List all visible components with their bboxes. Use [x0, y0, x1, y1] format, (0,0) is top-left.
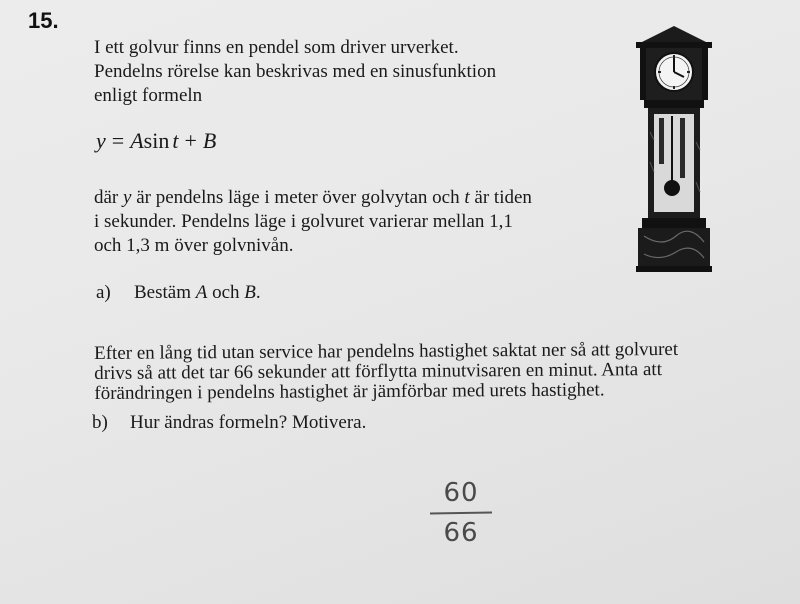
- formula-equals: =: [111, 128, 125, 153]
- continuation-line: förändringen i pendelns hastighet är jämförbar med urets hastighet.: [94, 379, 605, 404]
- part-b-question: [92, 412, 366, 434]
- explanation-line: [94, 186, 532, 210]
- formula-t: t: [172, 128, 179, 153]
- explanation-text: är pendelns läge i meter över golvytan och: [131, 187, 465, 208]
- problem-number: 15.: [28, 8, 59, 33]
- intro-line: I ett golvur finns en pendel som driver urverket.: [94, 37, 459, 58]
- explanation-line: och 1,3 m över golvnivån.: [94, 235, 294, 256]
- part-a-label: a): [96, 282, 111, 303]
- formula-a: A: [130, 128, 144, 153]
- variable-b: B: [244, 282, 256, 303]
- continuation-line: Efter en lång tid utan service har pendelns hastighet saktat ner så att golvuret: [93, 338, 679, 364]
- part-a-question: [96, 282, 261, 304]
- grandfather-clock-icon: [632, 22, 716, 272]
- variable-t: t: [464, 187, 470, 208]
- part-a-text: .: [255, 282, 261, 303]
- intro-line: enligt formeln: [94, 85, 203, 106]
- intro-line: Pendelns rörelse kan beskrivas med en sinusfunktion: [94, 61, 497, 82]
- explanation-line: i sekunder. Pendelns läge i golvuret varierar mellan 1,1: [94, 211, 513, 232]
- problem-intro: [94, 36, 594, 108]
- formula-plus: +: [184, 128, 197, 153]
- variable-a: A: [195, 282, 208, 303]
- explanation-text: är tiden: [469, 187, 532, 208]
- part-a-text: och: [207, 282, 245, 303]
- fraction-bar: [430, 511, 492, 514]
- problem-continuation: [94, 340, 678, 404]
- formula-y: y: [96, 128, 106, 153]
- fraction-numerator: 60: [443, 478, 479, 508]
- continuation-line: drivs så att det tar 66 sekunder att förflytta minutvisaren en minut. Anta att: [94, 359, 663, 384]
- explanation-text: där: [94, 187, 124, 208]
- formula-sin: sin: [143, 128, 170, 153]
- formula-b: B: [202, 128, 217, 153]
- sine-formula: [96, 128, 216, 154]
- variable-y: y: [123, 187, 132, 208]
- part-a-text: Bestäm: [134, 282, 196, 303]
- handwritten-fraction: [428, 478, 494, 550]
- fraction-denominator: 66: [443, 518, 479, 548]
- part-b-label: b): [92, 412, 108, 433]
- problem-explanation: [94, 186, 532, 258]
- part-b-text: Hur ändras formeln? Motivera.: [130, 412, 367, 433]
